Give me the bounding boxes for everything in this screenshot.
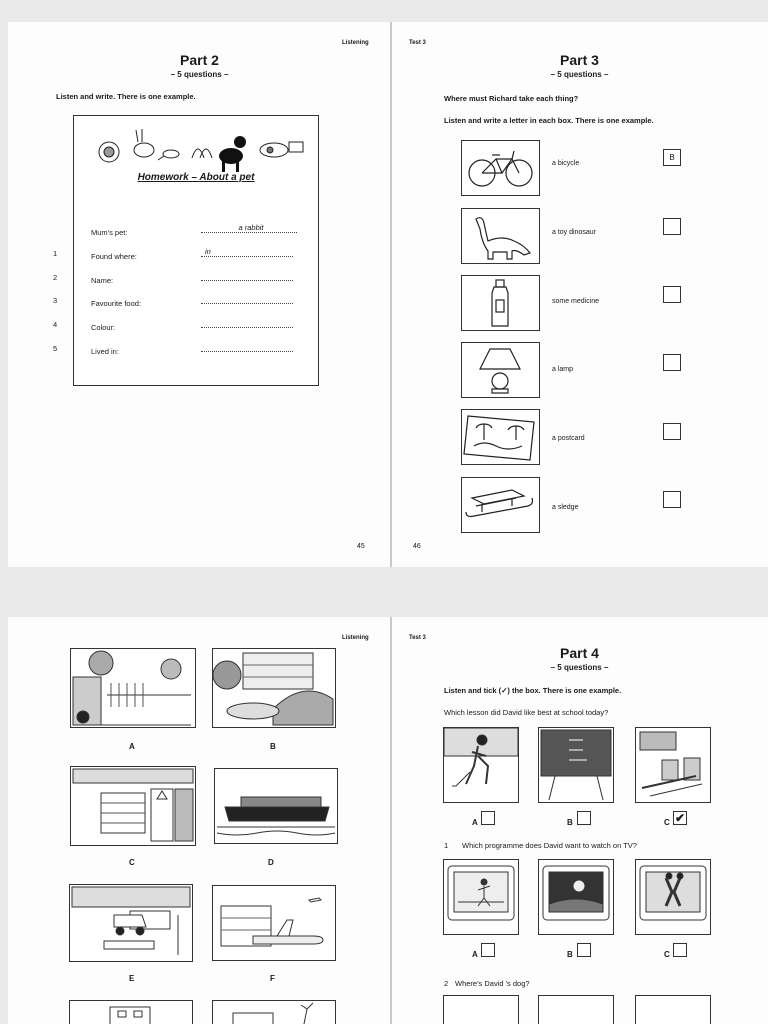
place-letter: D (268, 858, 274, 867)
page-number: 46 (413, 543, 421, 550)
part-title: Part 3 (560, 52, 599, 68)
answer-box-1[interactable] (663, 218, 681, 235)
place-letter: C (129, 858, 135, 867)
item-label: a postcard (552, 435, 585, 442)
option-letter: A (472, 950, 478, 959)
part-subtitle: – 5 questions – (550, 70, 609, 79)
tv-night-icon (538, 859, 614, 935)
room-picture-b (538, 995, 614, 1024)
building-icon (69, 1000, 193, 1024)
question-number: 2 (53, 273, 58, 282)
garden-icon (212, 1000, 336, 1024)
answer-example: a rabbit (201, 224, 297, 233)
option-letter: B (567, 818, 573, 827)
page-part-4 (391, 617, 768, 1024)
option-letter: A (472, 818, 478, 827)
item-label: some medicine (552, 298, 600, 305)
question-number: 1 (53, 249, 58, 258)
item-label: a bicycle (552, 160, 580, 167)
page-number: 45 (357, 543, 365, 550)
running-header: Test 3 (409, 40, 426, 46)
sledge-icon (461, 477, 540, 533)
label-favourite-food: Favourite food: (91, 299, 142, 308)
running-header: Listening (342, 635, 369, 641)
pets-illustration (74, 120, 320, 176)
answer-box-2[interactable] (663, 286, 681, 303)
answer-box-5[interactable] (663, 491, 681, 508)
running-header: Test 3 (409, 635, 426, 641)
label-name: Name: (91, 276, 114, 285)
item-label: a lamp (552, 366, 574, 373)
question-1: Which programme does David want to watch on TV? (462, 841, 637, 850)
hockey-icon (443, 727, 519, 803)
postcard-icon (461, 409, 540, 465)
park-icon (212, 648, 336, 728)
question-number: 1 (444, 841, 449, 850)
page-part-2 (8, 22, 391, 567)
label-colour: Colour: (91, 323, 116, 332)
item-label: a sledge (552, 504, 579, 511)
page-part-3 (391, 22, 768, 567)
homework-title: Homework – About a pet (137, 172, 255, 183)
tick-box-q1-a[interactable] (481, 943, 495, 957)
answer-box-3[interactable] (663, 354, 681, 371)
tv-tennis-icon (443, 859, 519, 935)
answer-field-2[interactable] (201, 272, 293, 281)
answer-field-3[interactable] (201, 295, 293, 304)
street-icon (69, 884, 193, 962)
spine-divider (390, 22, 392, 567)
example-question: Which lesson did David like best at school today? (444, 708, 609, 717)
place-letter: B (270, 742, 276, 751)
option-letter: C (664, 950, 670, 959)
item-label: a toy dinosaur (552, 229, 596, 236)
dinosaur-icon (461, 208, 540, 264)
zoo-icon (70, 648, 196, 728)
airport-icon (212, 885, 336, 961)
part-title: Part 2 (180, 52, 219, 68)
question-number: 5 (53, 344, 58, 353)
option-letter: B (567, 950, 573, 959)
answer-box-4[interactable] (663, 423, 681, 440)
part-title: Part 4 (560, 645, 599, 661)
room-picture-c (635, 995, 711, 1024)
room-picture-a (443, 995, 519, 1024)
page-places (8, 617, 391, 1024)
spine-divider (390, 617, 392, 1024)
place-letter: E (129, 974, 135, 983)
medicine-bottle-icon (461, 275, 540, 331)
lamp-icon (461, 342, 540, 398)
question-2: Where's David 's dog? (455, 979, 530, 988)
tv-football-icon (635, 859, 711, 935)
tick-box-q1-c[interactable] (673, 943, 687, 957)
homework-form (73, 115, 319, 386)
tick-box-q1-b[interactable] (577, 943, 591, 957)
instruction: Listen and write. There is one example. (56, 92, 196, 101)
part-subtitle: – 5 questions – (170, 70, 229, 79)
instruction: Listen and tick (✓) the box. There is one example. (444, 686, 622, 695)
instruction: Listen and write a letter in each box. There is one example. (444, 116, 654, 125)
tick-box-example-a (481, 811, 495, 825)
tick-box-example-c: ✔ (674, 811, 686, 825)
answer-box-example: B (663, 149, 681, 166)
label-mums-pet: Mum's pet: (91, 228, 128, 237)
tick-box-example-b (577, 811, 591, 825)
label-lived-in: Lived in: (91, 347, 119, 356)
answer-field-5[interactable] (201, 343, 293, 352)
question-number: 3 (53, 296, 58, 305)
answer-field-4[interactable] (201, 319, 293, 328)
option-letter: C (664, 818, 670, 827)
question-number: 4 (53, 320, 58, 329)
blackboard-icon (538, 727, 614, 803)
paints-icon (635, 727, 711, 803)
question: Where must Richard take each thing? (444, 94, 579, 103)
label-found-where: Found where: (91, 252, 137, 261)
part-subtitle: – 5 questions – (550, 663, 609, 672)
question-number: 2 (444, 979, 449, 988)
place-letter: F (270, 974, 275, 983)
shop-icon (70, 766, 196, 846)
running-header: Listening (342, 40, 369, 46)
place-letter: A (129, 742, 135, 751)
bicycle-icon (461, 140, 540, 196)
answer-field-1[interactable]: in (201, 248, 293, 257)
boat-icon (214, 768, 338, 844)
